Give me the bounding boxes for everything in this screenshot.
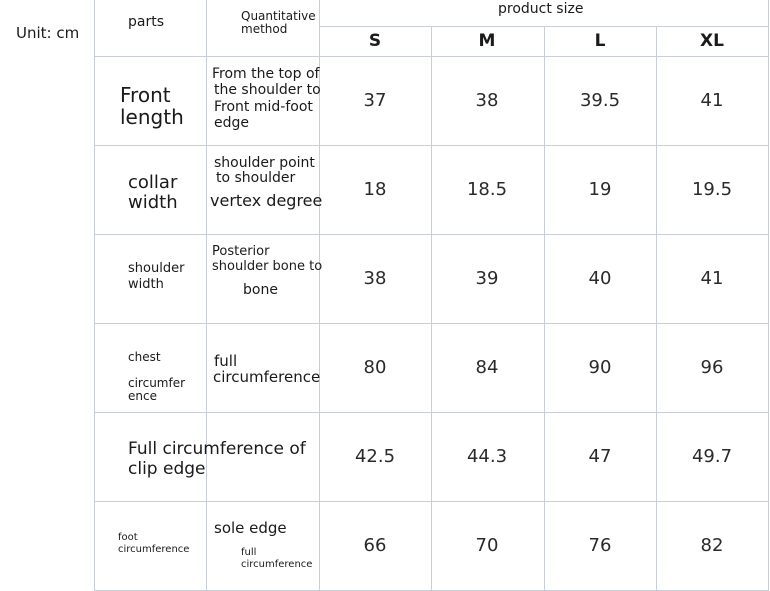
row-shoulder-width-value-s: 38 [363,268,387,289]
row-front-length-value-s: 37 [363,90,387,111]
row-collar-width-value-xl: 19.5 [691,179,733,200]
row-front-length-value-xl: 41 [700,90,724,111]
row-shoulder-width-value-l: 40 [588,268,612,289]
row-front-length-method-3: Front mid-foot [214,99,313,115]
size-header-s: S [368,31,382,51]
row-shoulder-width-method-1: Posterior [212,244,270,259]
row-front-length-method-4: edge [214,115,249,131]
row-collar-width-method-1: shoulder point [214,155,315,171]
row-clip-edge-part-2: clip edge [128,459,206,479]
row-front-length-part-1: Front [120,83,171,107]
row-foot-value-l: 76 [588,535,612,556]
row-foot-value-s: 66 [363,535,387,556]
row-front-length-value-l: 39.5 [579,90,621,111]
row-foot-value-xl: 82 [700,535,724,556]
row-shoulder-width-value-xl: 41 [700,268,724,289]
row-chest-part-2: circumfer [128,376,186,390]
size-header-m: M [478,31,496,51]
row-clip-edge-value-xl: 49.7 [691,446,733,467]
row-shoulder-width-part-1: shoulder [128,261,185,276]
row-collar-width-value-l: 19 [588,179,612,200]
row-front-length-method-2: the shoulder to [214,82,321,98]
row-clip-edge-value-m: 44.3 [466,446,508,467]
row-chest-part-3: ence [128,389,157,403]
row-foot-method-1: sole edge [214,519,287,537]
row-collar-width-part-2: width [128,192,178,213]
row-chest-method-1: full [214,352,238,370]
row-chest-value-s: 80 [363,357,387,378]
row-shoulder-width-method-3: bone [243,282,278,298]
header-parts: parts [128,14,165,30]
row-clip-edge-part-1: Full circumference of [128,439,306,459]
row-chest-value-m: 84 [475,357,499,378]
row-chest-method-2: circumference [213,368,321,386]
row-collar-width-part-1: collar [128,172,178,193]
row-front-length-part-2: length [120,105,184,129]
row-shoulder-width-value-m: 39 [475,268,499,289]
row-foot-part-2: circumference [118,544,190,555]
unit-label: Unit: cm [16,24,80,42]
row-collar-width-method-2: to shoulder [216,170,296,186]
row-foot-method-3: circumference [241,559,313,570]
row-foot-method-2: full [241,547,257,558]
header-product-size: product size [498,1,584,17]
header-method-line-2: method [241,22,288,36]
row-foot-part-1: foot [118,532,138,543]
row-clip-edge-value-s: 42.5 [354,446,396,467]
row-chest-value-l: 90 [588,357,612,378]
row-collar-width-value-m: 18.5 [466,179,508,200]
row-shoulder-width-part-2: width [128,277,164,292]
size-header-l: L [594,31,606,51]
row-collar-width-method-3: vertex degree [210,191,323,210]
row-shoulder-width-method-2: shoulder bone to [212,259,323,274]
row-collar-width-value-s: 18 [363,179,387,200]
row-chest-value-xl: 96 [700,357,724,378]
header-method-line-1: Quantitative [241,9,316,23]
row-front-length-method-1: From the top of [212,66,320,82]
row-front-length-value-m: 38 [475,90,499,111]
row-foot-value-m: 70 [475,535,499,556]
row-clip-edge-value-l: 47 [588,446,612,467]
size-header-xl: XL [700,31,724,51]
row-chest-part-1: chest [128,350,161,364]
